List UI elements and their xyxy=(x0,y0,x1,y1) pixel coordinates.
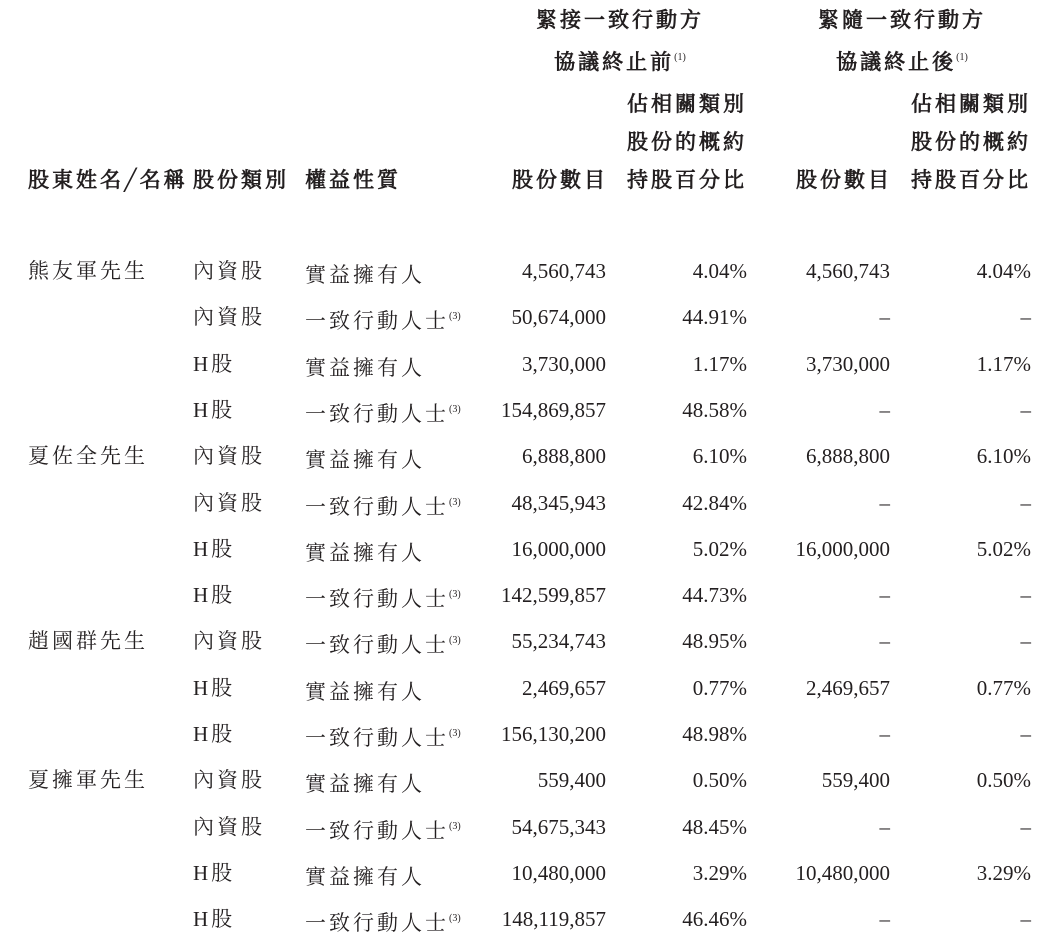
interest-nature-text: 實益擁有人 xyxy=(305,772,425,796)
pct-after-cell-text: – xyxy=(1020,491,1031,515)
interest-nature-text: 實益擁有人 xyxy=(305,865,425,889)
pct-after-cell xyxy=(900,258,1031,284)
pct-after-cell xyxy=(900,860,1031,886)
shares-after-cell xyxy=(742,675,890,701)
shares-after-cell-text: 16,000,000 xyxy=(795,537,890,561)
interest-nature-text: 一致行動人士 xyxy=(305,587,449,611)
shares-before-cell xyxy=(460,906,606,932)
shares-after-cell xyxy=(742,628,890,654)
pct-before-cell xyxy=(620,675,747,701)
share-class-text: H股 xyxy=(193,676,236,700)
pct-before-cell xyxy=(620,628,747,654)
interest-nature-text: 一致行動人士 xyxy=(305,495,449,519)
footnote-ref: (3) xyxy=(449,311,461,322)
pct-after-header-line1: 佔相關類別 xyxy=(911,92,1031,116)
shares-before-cell-text: 50,674,000 xyxy=(511,305,606,329)
pct-after-cell-text: – xyxy=(1020,583,1031,607)
interest-nature xyxy=(305,860,475,890)
share-class-text: 內資股 xyxy=(193,259,265,283)
pct-after-cell xyxy=(900,721,1031,747)
group-before-subheading xyxy=(520,45,720,75)
col-shares-before-header: 股份數目 xyxy=(512,168,608,192)
shares-before-cell-text: 54,675,343 xyxy=(511,815,606,839)
pct-before-cell-text: 48.45% xyxy=(682,815,747,839)
shares-before-cell-text: 2,469,657 xyxy=(522,676,606,700)
group-after-heading xyxy=(802,7,1002,33)
footnote-ref: (3) xyxy=(449,913,461,924)
interest-nature xyxy=(305,397,475,427)
interest-nature-text: 一致行動人士 xyxy=(305,819,449,843)
pct-after-header-line3: 持股百分比 xyxy=(911,168,1031,192)
shares-after-cell xyxy=(742,721,890,747)
pct-after-cell xyxy=(900,397,1031,423)
pct-before-cell xyxy=(620,536,747,562)
shares-after-cell xyxy=(742,767,890,793)
shares-before-cell xyxy=(460,351,606,377)
pct-before-cell xyxy=(620,304,747,330)
share-class xyxy=(193,490,293,516)
shares-before-cell-text: 3,730,000 xyxy=(522,352,606,376)
col-name-header: 股東姓名╱名稱 xyxy=(28,168,188,192)
share-class-text: H股 xyxy=(193,907,236,931)
pct-after-cell xyxy=(900,536,1031,562)
share-class-text: 內資股 xyxy=(193,815,265,839)
pct-after-cell-text: 0.77% xyxy=(976,676,1031,700)
pct-after-cell-text: – xyxy=(1020,398,1031,422)
interest-nature xyxy=(305,536,475,566)
shares-before-cell xyxy=(460,443,606,469)
shares-after-cell-text: 4,560,743 xyxy=(806,259,890,283)
group-before-line2: 協議終止前 xyxy=(554,50,675,74)
interest-nature xyxy=(305,814,475,844)
pct-after-header-line2: 股份的概約 xyxy=(911,130,1031,154)
shares-before-cell xyxy=(460,814,606,840)
pct-before-cell xyxy=(620,814,747,840)
shares-before-cell xyxy=(460,536,606,562)
shares-before-cell xyxy=(460,767,606,793)
shares-after-cell-text: – xyxy=(879,907,890,931)
shareholder-name-text: 熊友軍先生 xyxy=(28,259,148,283)
pct-before-cell-text: 46.46% xyxy=(682,907,747,931)
pct-after-cell-text: 0.50% xyxy=(976,768,1031,792)
pct-after-cell xyxy=(900,351,1031,377)
pct-before-cell xyxy=(620,767,747,793)
shareholder-name xyxy=(28,258,178,284)
share-class xyxy=(193,628,293,654)
pct-after-cell-text: 5.02% xyxy=(976,537,1031,561)
share-class-text: H股 xyxy=(193,722,236,746)
pct-before-cell-text: 44.91% xyxy=(682,305,747,329)
shares-before-cell-text: 55,234,743 xyxy=(511,629,606,653)
pct-before-header-line3: 持股百分比 xyxy=(627,168,747,192)
shares-after-cell-text: 2,469,657 xyxy=(806,676,890,700)
group-after-subheading xyxy=(802,45,1002,75)
footnote-ref: (3) xyxy=(449,635,461,646)
interest-nature-text: 一致行動人士 xyxy=(305,911,449,935)
interest-nature-text: 實益擁有人 xyxy=(305,541,425,565)
share-class xyxy=(193,675,293,701)
shares-before-cell xyxy=(460,304,606,330)
shares-before-cell-text: 148,119,857 xyxy=(501,907,606,931)
share-class-text: 內資股 xyxy=(193,305,265,329)
share-class-text: H股 xyxy=(193,861,236,885)
pct-before-cell xyxy=(620,721,747,747)
shares-after-cell xyxy=(742,304,890,330)
interest-nature-text: 實益擁有人 xyxy=(305,448,425,472)
pct-after-cell-text: – xyxy=(1020,815,1031,839)
shares-after-cell-text: – xyxy=(879,815,890,839)
pct-before-cell-text: 4.04% xyxy=(692,259,747,283)
shareholder-name xyxy=(28,767,178,793)
col-shares-after-header: 股份數目 xyxy=(796,168,892,192)
interest-nature xyxy=(305,490,475,520)
shares-before-cell-text: 10,480,000 xyxy=(511,861,606,885)
shares-after-cell xyxy=(742,906,890,932)
interest-nature xyxy=(305,767,475,797)
share-class-text: 內資股 xyxy=(193,444,265,468)
shareholder-name xyxy=(28,628,178,654)
pct-after-cell xyxy=(900,767,1031,793)
shares-after-cell-text: – xyxy=(879,398,890,422)
shares-after-cell-text: 6,888,800 xyxy=(806,444,890,468)
share-class xyxy=(193,443,293,469)
pct-after-cell-text: – xyxy=(1020,305,1031,329)
pct-before-cell-text: 48.58% xyxy=(682,398,747,422)
share-class xyxy=(193,767,293,793)
shares-after-cell-text: – xyxy=(879,722,890,746)
share-class xyxy=(193,582,293,608)
interest-nature xyxy=(305,628,475,658)
pct-after-cell xyxy=(900,675,1031,701)
shares-before-cell xyxy=(460,258,606,284)
pct-before-cell-text: 6.10% xyxy=(692,444,747,468)
interest-nature xyxy=(305,721,475,751)
shares-after-cell xyxy=(742,490,890,516)
interest-nature xyxy=(305,675,475,705)
pct-after-cell-text: – xyxy=(1020,907,1031,931)
shares-after-cell-text: 3,730,000 xyxy=(806,352,890,376)
group-after-line1: 緊隨一致行動方 xyxy=(818,8,986,32)
shares-after-cell-text: 10,480,000 xyxy=(795,861,890,885)
col-nature-header: 權益性質 xyxy=(305,168,401,192)
shares-before-cell-text: 142,599,857 xyxy=(501,583,606,607)
footnote-ref: (3) xyxy=(449,728,461,739)
col-class-header: 股份類別 xyxy=(193,168,289,192)
share-class-text: H股 xyxy=(193,537,236,561)
group-before-line1: 緊接一致行動方 xyxy=(536,8,704,32)
pct-before-cell-text: 48.95% xyxy=(682,629,747,653)
pct-after-cell xyxy=(900,443,1031,469)
shares-after-cell-text: – xyxy=(879,629,890,653)
share-class-text: 內資股 xyxy=(193,629,265,653)
pct-after-cell xyxy=(900,906,1031,932)
shares-before-cell xyxy=(460,490,606,516)
pct-before-cell-text: 44.73% xyxy=(682,583,747,607)
shares-before-cell-text: 4,560,743 xyxy=(522,259,606,283)
pct-after-cell xyxy=(900,814,1031,840)
shares-after-cell-text: – xyxy=(879,305,890,329)
pct-before-header-line1: 佔相關類別 xyxy=(627,92,747,116)
shares-before-cell xyxy=(460,582,606,608)
pct-before-cell-text: 0.77% xyxy=(692,676,747,700)
pct-before-cell xyxy=(620,443,747,469)
footnote-ref: (3) xyxy=(449,821,461,832)
pct-before-cell-text: 1.17% xyxy=(692,352,747,376)
shares-after-cell xyxy=(742,536,890,562)
share-class-text: H股 xyxy=(193,583,236,607)
pct-after-cell-text: 6.10% xyxy=(976,444,1031,468)
pct-before-cell xyxy=(620,351,747,377)
shares-after-cell xyxy=(742,397,890,423)
share-class xyxy=(193,860,293,886)
pct-after-cell-text: – xyxy=(1020,722,1031,746)
interest-nature-text: 一致行動人士 xyxy=(305,726,449,750)
pct-after-cell xyxy=(900,628,1031,654)
interest-nature xyxy=(305,351,475,381)
shares-after-cell-text: – xyxy=(879,583,890,607)
share-class xyxy=(193,397,293,423)
interest-nature xyxy=(305,906,475,936)
interest-nature xyxy=(305,304,475,334)
shares-before-cell xyxy=(460,675,606,701)
shares-before-cell xyxy=(460,397,606,423)
group-before-heading xyxy=(520,7,720,33)
share-class xyxy=(193,814,293,840)
pct-before-header-line2: 股份的概約 xyxy=(627,130,747,154)
shares-before-cell-text: 156,130,200 xyxy=(501,722,606,746)
pct-before-cell xyxy=(620,258,747,284)
interest-nature-text: 一致行動人士 xyxy=(305,402,449,426)
shares-before-cell xyxy=(460,628,606,654)
share-class xyxy=(193,258,293,284)
share-class-text: 內資股 xyxy=(193,768,265,792)
shares-after-cell xyxy=(742,582,890,608)
shares-before-cell xyxy=(460,721,606,747)
pct-after-cell xyxy=(900,490,1031,516)
interest-nature-text: 實益擁有人 xyxy=(305,680,425,704)
interest-nature xyxy=(305,258,475,288)
footnote-ref: (3) xyxy=(449,404,461,415)
pct-before-cell-text: 5.02% xyxy=(692,537,747,561)
shareholder-name-text: 夏擁軍先生 xyxy=(28,768,148,792)
pct-after-cell-text: 1.17% xyxy=(976,352,1031,376)
share-class xyxy=(193,351,293,377)
interest-nature xyxy=(305,443,475,473)
interest-nature-text: 一致行動人士 xyxy=(305,309,449,333)
shares-after-cell-text: – xyxy=(879,491,890,515)
pct-after-cell xyxy=(900,582,1031,608)
pct-after-cell xyxy=(900,304,1031,330)
shares-after-cell xyxy=(742,860,890,886)
footnote-ref: (1) xyxy=(674,52,686,63)
shares-after-cell xyxy=(742,814,890,840)
shares-before-cell-text: 16,000,000 xyxy=(511,537,606,561)
shares-after-cell xyxy=(742,443,890,469)
share-class-text: H股 xyxy=(193,352,236,376)
share-class xyxy=(193,721,293,747)
pct-before-cell-text: 0.50% xyxy=(692,768,747,792)
pct-before-cell xyxy=(620,582,747,608)
shares-before-cell xyxy=(460,860,606,886)
pct-after-cell-text: 3.29% xyxy=(976,861,1031,885)
share-class xyxy=(193,536,293,562)
pct-before-cell-text: 48.98% xyxy=(682,722,747,746)
pct-after-cell-text: 4.04% xyxy=(976,259,1031,283)
interest-nature-text: 實益擁有人 xyxy=(305,263,425,287)
footnote-ref: (1) xyxy=(956,52,968,63)
shares-after-cell xyxy=(742,258,890,284)
interest-nature-text: 一致行動人士 xyxy=(305,633,449,657)
share-class xyxy=(193,304,293,330)
footnote-ref: (3) xyxy=(449,497,461,508)
pct-before-cell xyxy=(620,490,747,516)
pct-before-cell xyxy=(620,397,747,423)
share-class-text: H股 xyxy=(193,398,236,422)
shares-before-cell-text: 559,400 xyxy=(537,768,606,792)
share-class xyxy=(193,906,293,932)
pct-before-cell xyxy=(620,860,747,886)
shares-before-cell-text: 48,345,943 xyxy=(511,491,606,515)
shares-before-cell-text: 154,869,857 xyxy=(501,398,606,422)
interest-nature xyxy=(305,582,475,612)
shares-before-cell-text: 6,888,800 xyxy=(522,444,606,468)
footnote-ref: (3) xyxy=(449,589,461,600)
shareholder-name xyxy=(28,443,178,469)
pct-after-cell-text: – xyxy=(1020,629,1031,653)
share-class-text: 內資股 xyxy=(193,491,265,515)
shares-after-cell-text: 559,400 xyxy=(821,768,890,792)
shares-after-cell xyxy=(742,351,890,377)
group-after-line2: 協議終止後 xyxy=(836,50,957,74)
shareholder-name-text: 趙國群先生 xyxy=(28,629,148,653)
pct-before-cell-text: 42.84% xyxy=(682,491,747,515)
pct-before-cell-text: 3.29% xyxy=(692,861,747,885)
interest-nature-text: 實益擁有人 xyxy=(305,356,425,380)
pct-before-cell xyxy=(620,906,747,932)
shareholder-name-text: 夏佐全先生 xyxy=(28,444,148,468)
